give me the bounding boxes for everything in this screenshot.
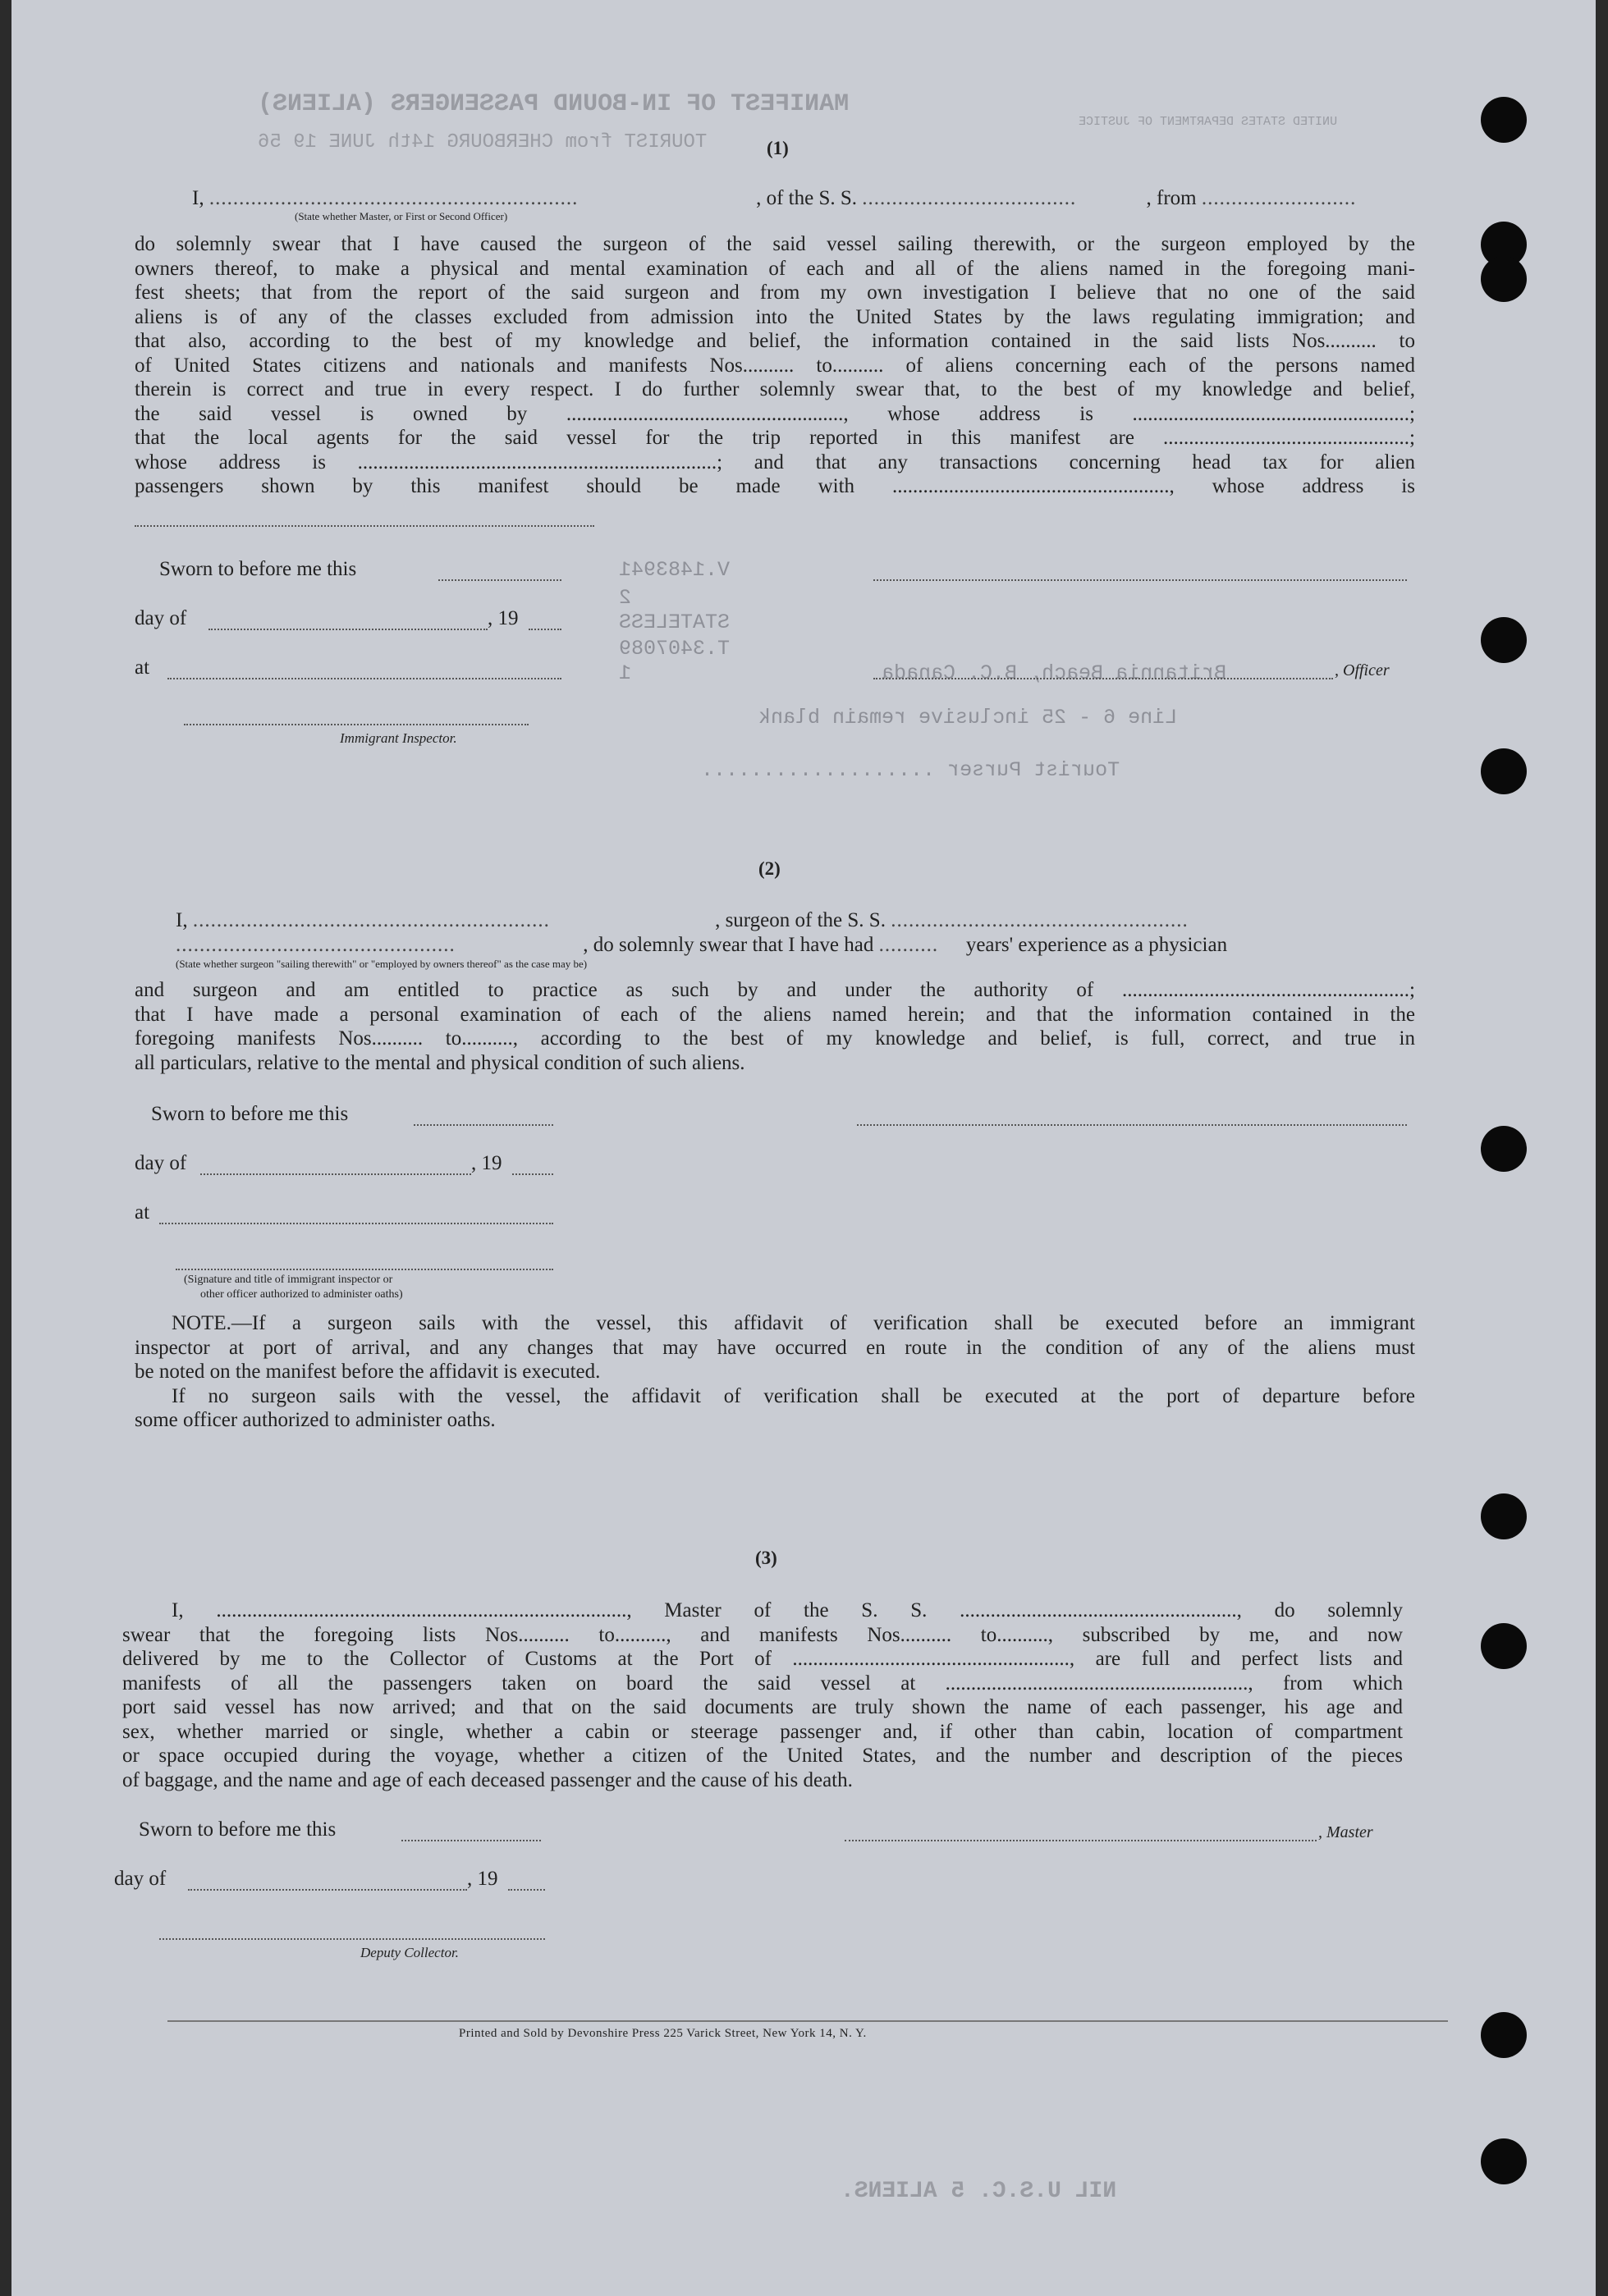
punch-hole bbox=[1481, 2138, 1527, 2184]
year-field[interactable] bbox=[508, 1889, 545, 1891]
bleed-through-bottom: NIL U.S.C. 5 ALIENS. bbox=[841, 2179, 1117, 2204]
bleed-through-subtitle: TOURIST from CHERBOURG 14th JUNE 19 56 bbox=[258, 131, 708, 153]
section-1-year: , 19 bbox=[488, 607, 519, 629]
body-line: therein is correct and true in every respect. I do further solemnly swear that, to the best of my knowledge and belief, bbox=[135, 378, 1415, 400]
day-of-field[interactable] bbox=[188, 1889, 467, 1891]
label-of-ss: , of the S. S. bbox=[756, 187, 858, 209]
bleed-through-title: MANIFEST OF IN-BOUND PASSENGERS (ALIENS) bbox=[258, 90, 850, 118]
body-line: do solemnly swear that I have caused the surgeon of the said vessel sailing therewith, or the surgeon employed by the bbox=[135, 233, 1415, 255]
section-2-year: , 19 bbox=[471, 1152, 502, 1174]
years-field[interactable]: .......... bbox=[878, 934, 939, 956]
punch-hole bbox=[1481, 256, 1527, 302]
label-from: , from bbox=[1146, 187, 1197, 209]
bleed-through-typed-5: 1 bbox=[619, 661, 632, 685]
from-port-field[interactable]: .......................... bbox=[1201, 187, 1357, 209]
body-line: that the local agents for the said vessel for the trip reported in this manifest are ................................................; bbox=[135, 427, 1415, 449]
footer-rule bbox=[167, 2020, 1448, 2022]
section-3-year: , 19 bbox=[467, 1868, 498, 1890]
body-line: I, ................................................................................, Master of the S. S. ......................................................, do solemnly bbox=[172, 1599, 1403, 1621]
master-label: , Master bbox=[1318, 1823, 1373, 1841]
section-1-first-line bbox=[192, 187, 1423, 210]
label-solemnly-swear: , do solemnly swear that I have had bbox=[583, 934, 874, 956]
punch-hole bbox=[1481, 748, 1527, 794]
body-line: of baggage, and the name and age of each deceased passenger and the cause of his death. bbox=[122, 1768, 853, 1791]
section-3-day-of: day of bbox=[114, 1868, 167, 1890]
section-1-day-of: day of bbox=[135, 607, 187, 629]
manifest-dotted-rule bbox=[135, 525, 594, 527]
bleed-through-typed-7: Line 6 - 25 inclusive remain blank bbox=[758, 706, 1178, 730]
officer-title-line[interactable] bbox=[873, 678, 1333, 679]
body-line: manifests of all the passengers taken on board the said vessel at ..........................................................., from which bbox=[122, 1672, 1403, 1695]
bleed-through-typed-8: Tourist Purser ................... bbox=[701, 758, 1120, 782]
day-of-field[interactable] bbox=[208, 629, 488, 630]
manifest-page-reverse bbox=[11, 0, 1596, 2296]
officer-signature-line[interactable] bbox=[873, 579, 1407, 581]
section-2-first-line bbox=[176, 909, 1415, 932]
punch-hole bbox=[1481, 617, 1527, 663]
officer-label: , Officer bbox=[1335, 661, 1390, 679]
sworn-date-field[interactable] bbox=[414, 1124, 553, 1126]
deputy-collector-caption: Deputy Collector. bbox=[360, 1945, 459, 1960]
section-1-sworn: Sworn to before me this bbox=[159, 558, 357, 580]
section-2-second-line bbox=[176, 934, 1415, 957]
body-line: sex, whether married or single, whether a cabin or steerage passenger and, if other than cabin, location of compartment bbox=[122, 1720, 1403, 1743]
label-surgeon-of-ss: , surgeon of the S. S. bbox=[715, 909, 886, 931]
body-line: the said vessel is owned by ......................................................, whose address is ......................................................; bbox=[135, 402, 1415, 425]
day-of-field[interactable] bbox=[200, 1173, 471, 1175]
surgeon-vessel-field[interactable]: .................................................. bbox=[891, 909, 1189, 931]
body-line: and surgeon and am entitled to practice as such by and under the authority of ........................................................; bbox=[135, 979, 1415, 1001]
bleed-through-typed-2: 2 bbox=[619, 586, 632, 610]
surgeon-name-field[interactable]: ............................................................ bbox=[192, 909, 550, 931]
officer-name-field[interactable]: .............................................................. bbox=[208, 187, 579, 209]
section-2-day-of: day of bbox=[135, 1152, 187, 1174]
section-1-body bbox=[135, 232, 1415, 499]
bleed-through-dept: UNITED STATES DEPARTMENT OF JUSTICE bbox=[1079, 115, 1338, 129]
section-3-body bbox=[122, 1599, 1403, 1792]
section-1-at: at bbox=[135, 656, 150, 679]
at-field[interactable] bbox=[167, 678, 561, 679]
body-line: port said vessel has now arrived; and that on the said documents are truly shown the name of each passenger, his age and bbox=[122, 1696, 1403, 1718]
label-i: I, bbox=[192, 187, 204, 209]
body-line: of United States citizens and nationals and manifests Nos.......... to.......... of aliens concerning each of the persons named bbox=[135, 354, 1415, 377]
note-line: If no surgeon sails with the vessel, the affidavit of verification shall be executed at the port of departure before bbox=[172, 1384, 1415, 1407]
body-line: owners thereof, to make a physical and mental examination of each and all of the aliens named in the foregoing mani- bbox=[135, 257, 1415, 280]
master-signature-line[interactable] bbox=[845, 1840, 1317, 1841]
witness-signature-line[interactable] bbox=[176, 1269, 553, 1270]
section-3-number: (3) bbox=[755, 1548, 777, 1568]
section-2-number: (2) bbox=[758, 858, 781, 879]
body-line: swear that the foregoing lists Nos.......... to.........., and manifests Nos.......... to.........., subscribed by me, and now bbox=[122, 1623, 1403, 1646]
body-line: delivered by me to the Collector of Customs at the Port of ......................................................, are full and perfect lists and bbox=[122, 1648, 1403, 1670]
body-line: fest sheets; that from the report of the said surgeon and from my own investigation I believe that no one of the said bbox=[135, 281, 1415, 304]
at-field[interactable] bbox=[159, 1223, 553, 1224]
body-line: whose address is ......................................................................; and that any transactions concerning head tax for alien bbox=[135, 451, 1415, 473]
punch-hole bbox=[1481, 2012, 1527, 2058]
punch-hole bbox=[1481, 97, 1527, 143]
immigrant-inspector-caption: Immigrant Inspector. bbox=[340, 730, 457, 746]
note-line: inspector at port of arrival, and any changes that may have occurred en route in the condition of any of the aliens must bbox=[135, 1336, 1415, 1359]
label-i: I, bbox=[176, 909, 188, 931]
witness-caption-1: (Signature and title of immigrant inspector or bbox=[184, 1274, 393, 1286]
section-2-body bbox=[135, 978, 1415, 1075]
section-2-sworn: Sworn to before me this bbox=[151, 1103, 349, 1125]
label-years-experience: years' experience as a physician bbox=[965, 934, 1228, 956]
sworn-date-field[interactable] bbox=[438, 579, 561, 581]
bleed-through-typed-1: V.1483941 bbox=[619, 558, 731, 582]
section-2-at: at bbox=[135, 1201, 150, 1223]
body-line: that also, according to the best of my knowledge and belief, the information contained in the said lists Nos.......... to bbox=[135, 330, 1415, 352]
punch-hole bbox=[1481, 1623, 1527, 1669]
surgeon-caption: (State whether surgeon "sailing therewith" or "employed by owners thereof" as the case may be) bbox=[176, 958, 588, 970]
section-1-number: (1) bbox=[767, 138, 789, 158]
body-line: foregoing manifests Nos.......... to.........., according to the best of my knowledge and belief, is full, correct, and true in bbox=[135, 1027, 1415, 1050]
bleed-through-typed-4: T.3407089 bbox=[619, 637, 731, 661]
body-line: aliens is of any of the classes excluded from admission into the United States by the laws regulating immigration; and bbox=[135, 305, 1415, 328]
punch-hole bbox=[1481, 1126, 1527, 1172]
year-field[interactable] bbox=[512, 1173, 553, 1175]
body-line: that I have made a personal examination of each of the aliens named herein; and that the information contained in the bbox=[135, 1003, 1415, 1026]
body-line: or space occupied during the voyage, whether a citizen of the United States, and the number and description of the pieces bbox=[122, 1745, 1403, 1767]
note-line: NOTE.—If a surgeon sails with the vessel, this affidavit of verification shall be executed before an immigrant bbox=[172, 1312, 1415, 1334]
bleed-through-typed-6: Britannia Beach, B.C. Canada bbox=[882, 661, 1227, 685]
deputy-collector-signature-line[interactable] bbox=[159, 1938, 545, 1940]
inspector-signature-line[interactable] bbox=[184, 724, 529, 725]
note-line: some officer authorized to administer oaths. bbox=[135, 1409, 496, 1431]
section-3-sworn: Sworn to before me this bbox=[139, 1818, 337, 1841]
surgeon-status-field[interactable]: ............................................... bbox=[176, 934, 456, 956]
surgeon-signature-line[interactable] bbox=[857, 1124, 1407, 1126]
section-2-note bbox=[135, 1311, 1415, 1433]
year-field[interactable] bbox=[529, 629, 561, 630]
vessel-name-field[interactable]: .................................... bbox=[862, 187, 1077, 209]
note-line: be noted on the manifest before the affidavit is executed. bbox=[135, 1361, 601, 1383]
witness-caption-2: other officer authorized to administer oaths) bbox=[200, 1288, 403, 1301]
sworn-date-field[interactable] bbox=[401, 1840, 541, 1841]
bleed-through-typed-3: STATELESS bbox=[619, 611, 731, 634]
body-line: all particulars, relative to the mental and physical condition of such aliens. bbox=[135, 1051, 745, 1074]
punch-hole bbox=[1481, 1493, 1527, 1539]
officer-caption: (State whether Master, or First or Second Officer) bbox=[295, 210, 508, 222]
printer-imprint: Printed and Sold by Devonshire Press 225 Varick Street, New York 14, N. Y. bbox=[459, 2027, 867, 2040]
body-line: passengers shown by this manifest should be made with ......................................................, whose address is bbox=[135, 475, 1415, 497]
